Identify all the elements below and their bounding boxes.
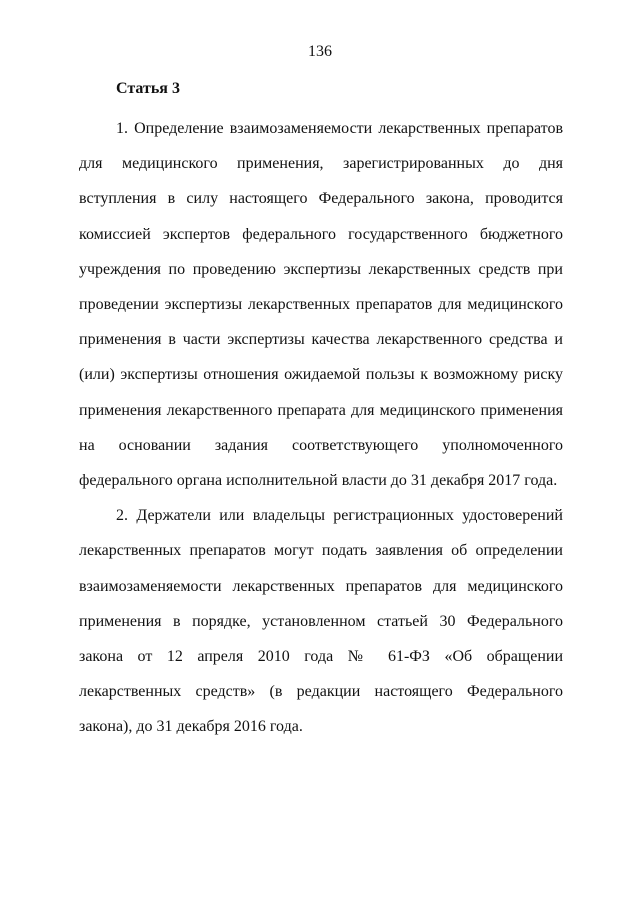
article-paragraph-1: 1. Определение взаимозаменяемости лекарственных препаратов для медицинского применения, зарегистрированных до дня вступления в силу настоящего Федерального закона, проводится комиссией экспертов федерального государственного бюджетного учреждения по проведению экспертизы лекарственных средств при проведении экспертизы лекарственных препаратов для медицинского применения в части экспертизы качества лекарственного средства и (или) экспертизы отношения ожидаемой пользы к возможному риску применения лекарственного препарата для медицинского применения на основании задания соответствующего уполномоченного федерального органа исполнительной власти до 31 декабря 2017 года. [79,120,563,490]
article-paragraph-2: 2. Держатели или владельцы регистрационных удостоверений лекарственных препаратов могут подать заявления об определении взаимозаменяемости лекарственных препаратов для медицинского применения в порядке, установленном статьей 30 Федерального закона от 12 апреля 2010 года № 61-ФЗ «Об обращении лекарственных средств» (в редакции настоящего Федерального закона), до 31 декабря 2016 года. [79,507,563,736]
article-body [79,111,563,745]
page-number: 136 [308,43,332,60]
article-heading: Статья 3 [116,80,180,97]
